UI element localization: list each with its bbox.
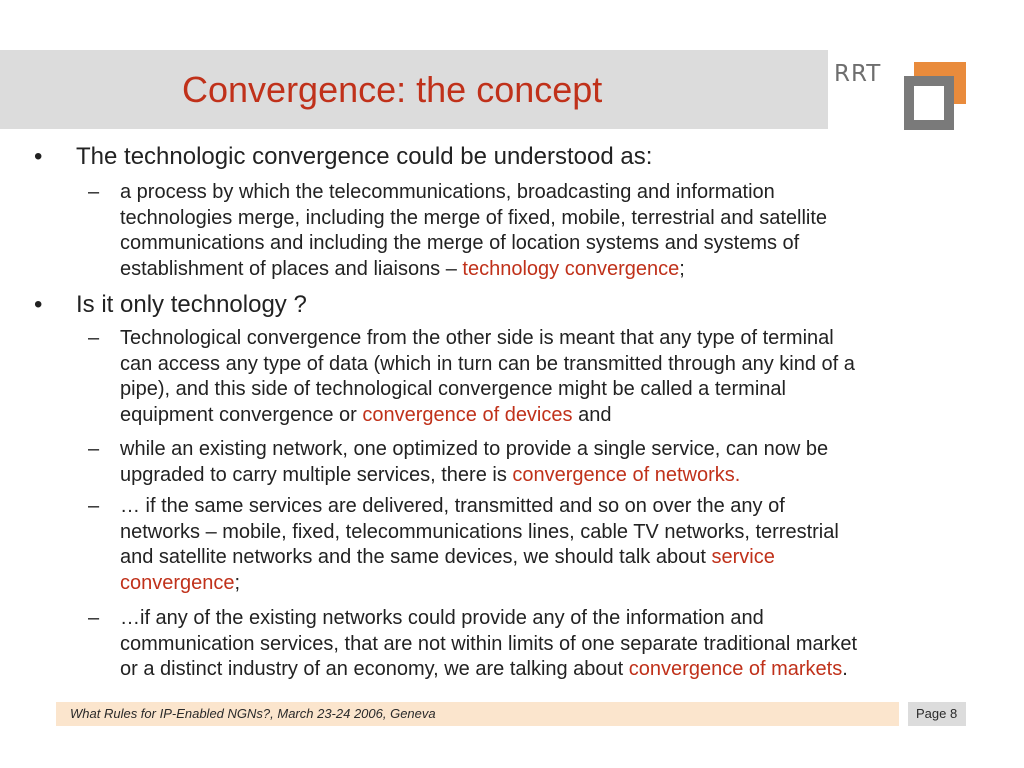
text-line xyxy=(120,545,1020,571)
logo-mark-icon xyxy=(904,62,966,130)
text-segment: networks – mobile, fixed, telecommunications lines, cable TV networks, terrestrial xyxy=(120,520,839,543)
text-line xyxy=(120,520,1020,546)
highlighted-term: convergence xyxy=(120,571,235,594)
text-segment: ; xyxy=(234,571,241,594)
sub-bullet-item xyxy=(88,326,1020,428)
text-segment: …if any of the existing networks could provide any of the information and xyxy=(120,607,764,629)
text-segment: equipment convergence or xyxy=(120,403,363,426)
text-segment: . xyxy=(842,658,848,680)
page-number: Page 8 xyxy=(916,706,958,721)
text-line xyxy=(120,657,1020,683)
text-segment: … if the same services are delivered, transmitted and so on over the any of xyxy=(120,495,785,517)
text-line xyxy=(120,352,1020,378)
text-segment: or a distinct industry of an economy, we are talking about xyxy=(120,658,629,680)
bullet-marker: • xyxy=(34,291,43,318)
text-line xyxy=(120,571,1020,597)
text-segment: pipe), and this side of technological convergence might be called a terminal xyxy=(120,378,786,400)
text-segment: establishment of places and liaisons – xyxy=(120,257,463,280)
text-line xyxy=(120,180,1020,206)
text-line xyxy=(120,632,1020,658)
text-segment: ; xyxy=(679,257,685,280)
logo-text: RRT xyxy=(834,61,882,87)
dash-marker: – xyxy=(88,495,100,517)
highlighted-term: convergence of networks. xyxy=(512,463,741,486)
text-line xyxy=(120,377,1020,403)
text-segment: and xyxy=(572,403,612,426)
highlighted-term: convergence of markets xyxy=(628,658,843,680)
bullet-item xyxy=(34,143,976,171)
text-line xyxy=(120,494,1020,520)
bullet-marker: • xyxy=(34,143,43,170)
highlighted-term: convergence of devices xyxy=(362,403,573,426)
text-segment: can access any type of data (which in turn can be transmitted through any kind of a xyxy=(120,352,855,375)
dash-marker: – xyxy=(88,327,100,349)
slide-title: Convergence: the concept xyxy=(182,69,603,110)
dash-marker: – xyxy=(88,181,100,203)
sub-bullet-item xyxy=(88,606,1020,683)
text-segment: Technological convergence from the other side is meant that any type of terminal xyxy=(120,327,834,349)
text-line xyxy=(120,326,1020,352)
text-line xyxy=(120,403,1020,429)
footer-text: What Rules for IP-Enabled NGNs?, March 23-24 2006, Geneva xyxy=(70,706,436,721)
text-segment: while an existing network, one optimized to provide a single service, can now be xyxy=(120,438,829,460)
bullet-text: The technologic convergence could be understood as: xyxy=(76,143,653,170)
sub-bullet-item xyxy=(88,180,1020,282)
dash-marker: – xyxy=(88,438,100,460)
text-line xyxy=(120,437,1020,463)
text-line xyxy=(120,463,1020,489)
highlighted-term: service xyxy=(711,546,775,568)
dash-marker: – xyxy=(88,607,100,629)
sub-bullet-item xyxy=(88,437,1020,488)
highlighted-term: technology convergence xyxy=(462,257,680,280)
text-segment: communication services, that are not within limits of one separate traditional market xyxy=(120,632,858,655)
text-line xyxy=(120,257,1020,283)
bullet-text: Is it only technology ? xyxy=(76,291,307,318)
rrt-logo xyxy=(834,58,974,134)
text-segment: and satellite networks and the same devices, we should talk about xyxy=(120,546,712,568)
text-segment: upgraded to carry multiple services, there is xyxy=(120,463,513,486)
sub-bullet-item xyxy=(88,494,1020,596)
text-segment: a process by which the telecommunications, broadcasting and information xyxy=(120,181,775,203)
text-line xyxy=(120,231,1020,257)
bullet-item xyxy=(34,291,976,319)
text-line xyxy=(120,606,1020,632)
text-segment: communications and including the merge of location systems and systems of xyxy=(120,232,800,254)
text-segment: technologies merge, including the merge of fixed, mobile, terrestrial and satellite xyxy=(120,206,828,229)
text-line xyxy=(120,206,1020,232)
